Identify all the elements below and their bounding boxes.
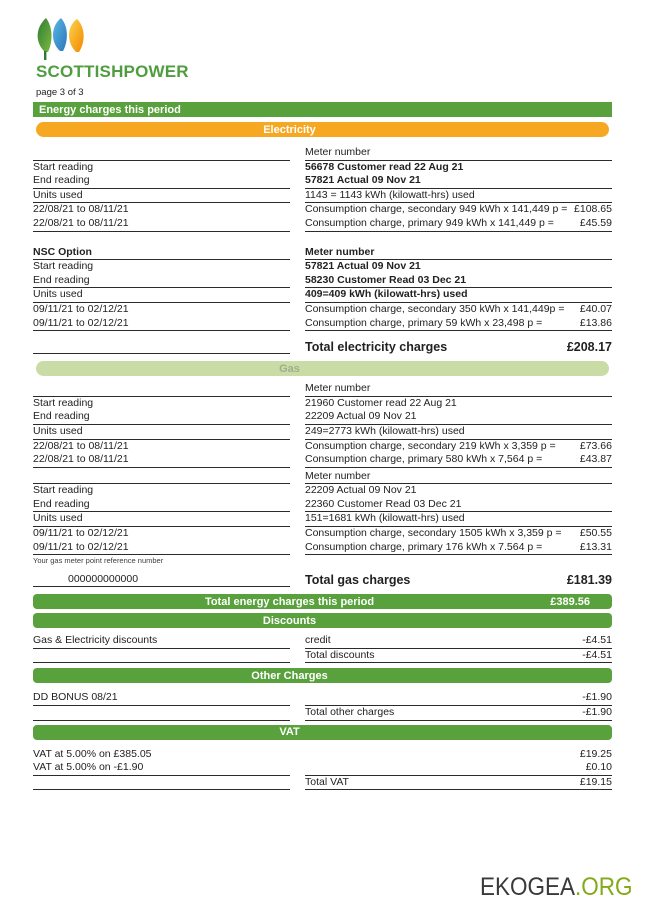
other-charge-total-row — [33, 706, 612, 721]
charge-detail — [305, 440, 612, 454]
table-row — [33, 288, 612, 303]
table-row — [33, 246, 612, 261]
table-row — [33, 484, 612, 498]
start-reading-label: Start reading — [33, 160, 94, 173]
vat-description — [305, 748, 580, 762]
charge-detail — [305, 317, 612, 332]
vat-amount: £0.10 — [585, 761, 612, 774]
start-reading-value: 22209 Actual 09 Nov 21 — [305, 484, 417, 497]
charge-description: Consumption charge, primary 176 kWh x 7.564 p = — [305, 540, 543, 553]
discount-description: credit — [305, 634, 331, 647]
energy-charges-banner — [33, 102, 612, 117]
vat-total-row — [33, 776, 612, 791]
other-charges-title: Other Charges — [251, 669, 328, 682]
end-reading-value: 57821 Actual 09 Nov 21 — [305, 174, 612, 189]
charge-period: 22/08/21 to 08/11/21 — [33, 453, 290, 468]
electricity-meter-table-2 — [33, 246, 612, 355]
total-vat-amount: £19.15 — [579, 775, 612, 788]
meter-number-header: Meter number — [305, 470, 612, 485]
table-row — [33, 161, 612, 175]
total-discounts-amount: -£4.51 — [582, 648, 612, 661]
charge-detail — [305, 527, 612, 541]
table-row — [33, 397, 612, 411]
discount-row — [33, 634, 612, 649]
units-used-value: 409=409 kWh (kilowatt-hrs) used — [305, 288, 612, 303]
total-gas-row — [33, 566, 612, 587]
discount-total-row — [33, 649, 612, 664]
other-charge-description — [305, 691, 582, 705]
total-energy-amount: £389.56 — [550, 595, 590, 608]
charge-row — [33, 453, 612, 468]
total-electricity-label: Total electricity charges — [305, 339, 448, 354]
units-used-value: 249=2773 kWh (kilowatt-hrs) used — [305, 425, 612, 440]
units-used-value: 1143 = 1143 kWh (kilowatt-hrs) used — [305, 189, 612, 204]
charge-amount: £13.31 — [579, 540, 612, 553]
gas-meter-ref-value: 000000000000 — [33, 573, 290, 588]
table-row — [33, 470, 612, 485]
charge-description: Consumption charge, secondary 949 kWh x 141,449 p = — [305, 203, 568, 216]
table-row — [33, 146, 612, 161]
end-reading-value: 22209 Actual 09 Nov 21 — [305, 410, 612, 425]
units-used-label: Units used — [33, 288, 290, 303]
other-charge-amount: -£1.90 — [582, 691, 612, 704]
gas-meter-table-2 — [33, 470, 612, 588]
total-discounts-label: Total discounts — [305, 648, 375, 661]
charge-amount: £40.07 — [579, 302, 612, 315]
gas-banner — [36, 361, 609, 376]
leaf-orange — [69, 19, 84, 52]
end-reading-value: 22360 Customer Read 03 Dec 21 — [305, 498, 612, 513]
total-detail — [305, 574, 612, 588]
footer-watermark — [479, 873, 632, 902]
vat-label: VAT at 5.00% on -£1.90 — [33, 761, 290, 776]
table-row — [33, 498, 612, 513]
units-used-label: Units used — [33, 512, 290, 527]
discounts-table — [33, 634, 612, 663]
charge-detail — [305, 203, 612, 217]
vat-row — [33, 761, 612, 776]
meter-number-header: Meter number — [305, 382, 612, 397]
charge-period: 09/11/21 to 02/12/21 — [33, 527, 129, 540]
charge-description: Consumption charge, primary 580 kWh x 7,564 p = — [305, 453, 543, 466]
other-charges-table — [33, 691, 612, 720]
energy-charges-title: Energy charges this period — [39, 103, 181, 116]
nsc-option-heading: NSC Option — [33, 246, 290, 261]
charge-row — [33, 217, 612, 232]
total-other-charges-label: Total other charges — [305, 706, 395, 719]
footer-brand: EKOGEA — [479, 873, 575, 901]
total-other-charges-amount: -£1.90 — [582, 706, 612, 719]
total-energy-label: Total energy charges this period — [204, 595, 375, 608]
gas-title: Gas — [279, 362, 300, 375]
leaf-blue — [53, 18, 67, 51]
end-reading-value: 58230 Customer Read 03 Dec 21 — [305, 274, 612, 289]
table-row — [33, 260, 612, 274]
end-reading-label: End reading — [33, 274, 290, 289]
charge-period: 09/11/21 to 02/12/21 — [33, 302, 129, 315]
table-row — [33, 189, 612, 204]
table-row — [33, 174, 612, 189]
meter-number-header: Meter number — [305, 146, 612, 161]
empty-cell — [33, 720, 290, 721]
charge-description: Consumption charge, primary 59 kWh x 23,498 p = — [305, 316, 543, 329]
total-electricity-amount: £208.17 — [566, 339, 612, 354]
charge-detail — [305, 217, 612, 232]
total-electricity-row — [33, 333, 612, 354]
start-reading-label: Start reading — [33, 396, 94, 409]
charge-amount: £108.65 — [574, 203, 612, 216]
other-charge-detail — [305, 691, 612, 706]
vat-row — [33, 748, 612, 762]
vat-detail — [305, 761, 612, 776]
empty-cell — [33, 789, 290, 790]
charge-amount: £73.66 — [579, 439, 612, 452]
charge-period: 09/11/21 to 02/12/21 — [33, 317, 290, 332]
empty-cell — [33, 353, 290, 354]
charge-detail — [305, 541, 612, 556]
charge-period: 22/08/21 to 08/11/21 — [33, 203, 129, 216]
bill-content — [33, 102, 612, 790]
charge-period: 22/08/21 to 08/11/21 — [33, 217, 290, 232]
electricity-title: Electricity — [263, 123, 316, 136]
electricity-meter-table-1 — [33, 146, 612, 232]
header — [0, 0, 645, 82]
total-vat-label: Total VAT — [305, 775, 349, 788]
total-gas-label: Total gas charges — [305, 572, 411, 587]
charge-description: Consumption charge, secondary 1505 kWh x 3,359 p = — [305, 527, 562, 540]
total-energy-banner — [33, 594, 612, 609]
charge-amount: £45.59 — [579, 216, 612, 229]
gas-meter-ref-label: Your gas meter point reference number — [33, 556, 164, 566]
charge-amount: £13.86 — [579, 316, 612, 329]
page-indicator: page 3 of 3 — [36, 87, 84, 98]
table-row — [33, 382, 612, 397]
discounts-banner — [33, 613, 612, 628]
total-detail — [305, 341, 612, 355]
vat-banner — [33, 725, 612, 740]
vat-amount: £19.25 — [579, 747, 612, 760]
start-reading-label: Start reading — [33, 484, 94, 497]
start-reading-value: 57821 Actual 09 Nov 21 — [305, 260, 421, 273]
start-reading-label: Start reading — [33, 260, 94, 273]
end-reading-label: End reading — [33, 498, 290, 513]
charge-row — [33, 303, 612, 317]
table-row — [33, 425, 612, 440]
charge-description: Consumption charge, secondary 219 kWh x 3,359 p = — [305, 439, 556, 452]
discount-amount: -£4.51 — [582, 634, 612, 647]
charge-row — [33, 527, 612, 541]
table-row — [33, 410, 612, 425]
charge-row — [33, 541, 612, 556]
charge-amount: £50.55 — [579, 527, 612, 540]
end-reading-label: End reading — [33, 174, 290, 189]
start-reading-value: 56678 Customer read 22 Aug 21 — [305, 160, 464, 173]
end-reading-label: End reading — [33, 410, 290, 425]
charge-period: 22/08/21 to 08/11/21 — [33, 439, 129, 452]
charge-detail — [305, 303, 612, 317]
meter-number-header: Meter number — [305, 246, 612, 261]
units-used-label: Units used — [33, 425, 290, 440]
other-charge-row — [33, 691, 612, 706]
discount-detail — [305, 634, 612, 649]
vat-description — [305, 761, 586, 775]
units-used-label: Units used — [33, 189, 290, 204]
start-reading-value: 21960 Customer read 22 Aug 21 — [305, 396, 457, 409]
charge-detail — [305, 453, 612, 468]
vat-label: VAT at 5.00% on £385.05 — [33, 747, 152, 760]
vat-detail — [305, 748, 612, 762]
charge-amount: £43.87 — [579, 453, 612, 466]
other-charge-label: DD BONUS 08/21 — [33, 691, 290, 706]
empty-cell — [33, 662, 290, 663]
vat-table — [33, 748, 612, 791]
charge-description: Consumption charge, primary 949 kWh x 141,449 p = — [305, 216, 554, 229]
brand-name: SCOTTISHPOWER — [36, 62, 189, 81]
electricity-banner — [36, 122, 609, 137]
discount-label: Gas & Electricity discounts — [33, 634, 290, 649]
vat-title: VAT — [279, 726, 300, 739]
other-charges-banner — [33, 668, 612, 683]
units-used-value: 151=1681 kWh (kilowatt-hrs) used — [305, 512, 612, 527]
total-gas-amount: £181.39 — [566, 572, 612, 587]
vat-total-detail — [305, 776, 612, 791]
footer-brand-suffix: .ORG — [574, 873, 632, 901]
charge-period: 09/11/21 to 02/12/21 — [33, 541, 290, 556]
other-charge-total-detail — [305, 706, 612, 721]
table-row — [33, 512, 612, 527]
discounts-title: Discounts — [262, 614, 317, 627]
discount-total-detail — [305, 649, 612, 664]
charge-row — [33, 440, 612, 454]
table-row — [33, 274, 612, 289]
charge-row — [33, 317, 612, 332]
leaf-green — [38, 18, 52, 60]
gas-meter-table-1 — [33, 382, 612, 468]
charge-row — [33, 203, 612, 217]
charge-description: Consumption charge, secondary 350 kWh x 141,449p = — [305, 302, 565, 315]
